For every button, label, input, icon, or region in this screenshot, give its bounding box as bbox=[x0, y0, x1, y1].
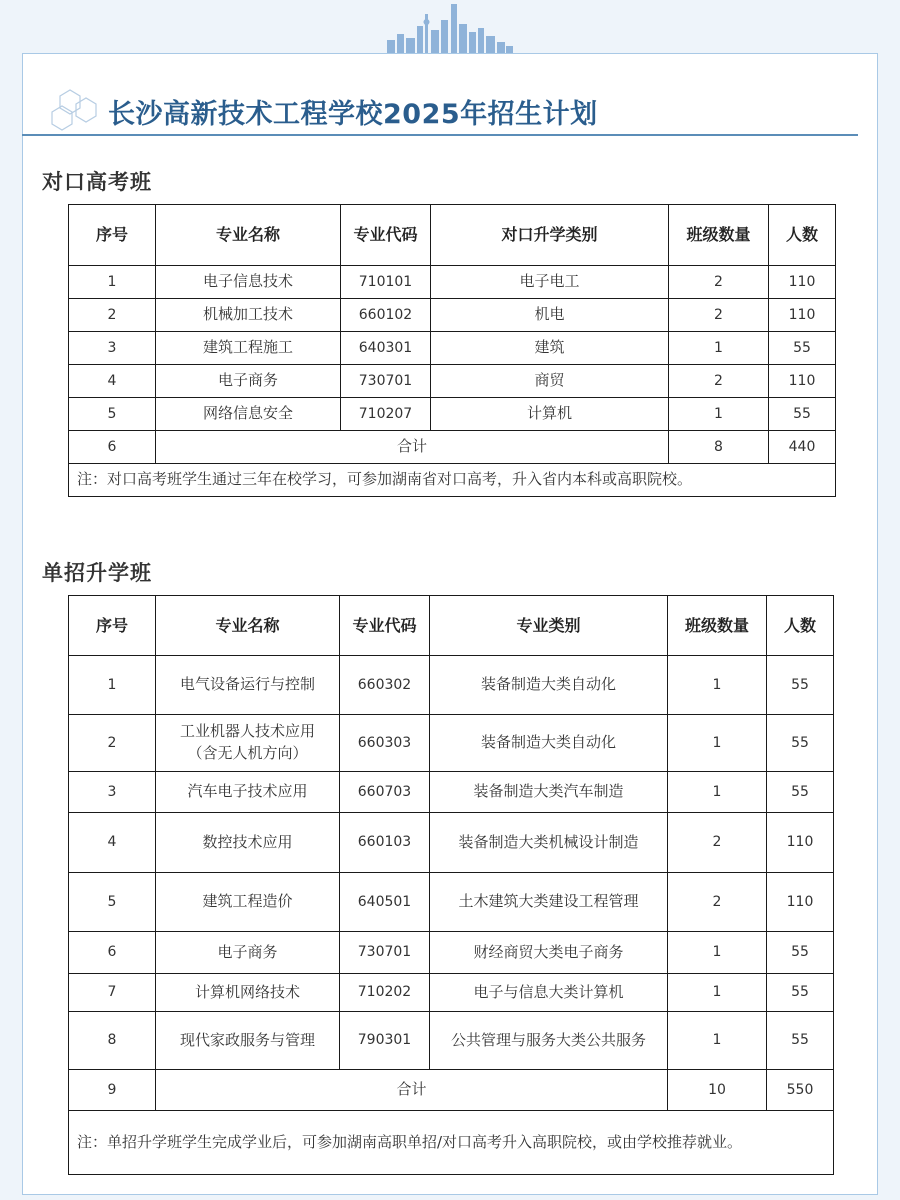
header-cell: 专业名称 bbox=[156, 205, 341, 266]
people-count: 110 bbox=[769, 365, 836, 398]
duikou-plan-table bbox=[68, 204, 836, 497]
row-number: 5 bbox=[69, 873, 156, 932]
class-count: 1 bbox=[668, 715, 767, 772]
row-number: 7 bbox=[69, 974, 156, 1012]
hexagon-decoration-icon bbox=[46, 88, 102, 132]
people-count: 110 bbox=[767, 813, 834, 873]
table-header-row bbox=[69, 205, 836, 266]
class-count: 1 bbox=[668, 1012, 767, 1070]
class-count: 2 bbox=[669, 299, 769, 332]
major-code: 710207 bbox=[341, 398, 431, 431]
major-name: 计算机网络技术 bbox=[156, 974, 340, 1012]
table-row bbox=[69, 974, 834, 1012]
total-class-count: 8 bbox=[669, 431, 769, 464]
major-code: 660103 bbox=[340, 813, 430, 873]
major-name: 工业机器人技术应用 bbox=[179, 722, 315, 741]
row-number: 6 bbox=[69, 932, 156, 974]
row-number: 3 bbox=[69, 772, 156, 813]
row-number: 5 bbox=[69, 398, 156, 431]
table-row bbox=[69, 813, 834, 873]
major-name: 电气设备运行与控制 bbox=[156, 656, 340, 715]
major-category: 计算机 bbox=[431, 398, 669, 431]
row-number: 2 bbox=[69, 715, 156, 772]
class-count: 1 bbox=[668, 974, 767, 1012]
people-count: 55 bbox=[769, 398, 836, 431]
people-count: 55 bbox=[767, 715, 834, 772]
table-row bbox=[69, 873, 834, 932]
header-cell: 班级数量 bbox=[669, 205, 769, 266]
people-count: 110 bbox=[767, 873, 834, 932]
class-count: 2 bbox=[669, 266, 769, 299]
header-cell: 人数 bbox=[767, 596, 834, 656]
header-cell: 专业名称 bbox=[156, 596, 340, 656]
row-number: 4 bbox=[69, 365, 156, 398]
major-category: 财经商贸大类电子商务 bbox=[430, 932, 668, 974]
section-title-duikou: 对口高考班 bbox=[42, 170, 152, 194]
class-count: 1 bbox=[668, 656, 767, 715]
class-count: 1 bbox=[669, 332, 769, 365]
total-row bbox=[69, 1070, 834, 1111]
people-count: 55 bbox=[767, 1012, 834, 1070]
total-label: 合计 bbox=[156, 431, 669, 464]
total-row bbox=[69, 431, 836, 464]
major-name: 现代家政服务与管理 bbox=[156, 1012, 340, 1070]
major-category: 装备制造大类机械设计制造 bbox=[430, 813, 668, 873]
total-people-count: 550 bbox=[767, 1070, 834, 1111]
header-cell: 人数 bbox=[769, 205, 836, 266]
major-code: 640301 bbox=[341, 332, 431, 365]
major-code: 730701 bbox=[340, 932, 430, 974]
people-count: 55 bbox=[767, 974, 834, 1012]
row-number: 3 bbox=[69, 332, 156, 365]
table-row bbox=[69, 398, 836, 431]
people-count: 55 bbox=[769, 332, 836, 365]
header-cell: 专业代码 bbox=[340, 596, 430, 656]
row-number: 4 bbox=[69, 813, 156, 873]
table-header-row bbox=[69, 596, 834, 656]
class-count: 1 bbox=[669, 398, 769, 431]
title-bar bbox=[22, 86, 858, 136]
header-cell: 专业类别 bbox=[430, 596, 668, 656]
table-row bbox=[69, 932, 834, 974]
city-skyline-illustration bbox=[385, 0, 515, 56]
major-name: 电子商务 bbox=[156, 365, 341, 398]
major-name: 电子信息技术 bbox=[156, 266, 341, 299]
table-note: 注：对口高考班学生通过三年在校学习，可参加湖南省对口高考，升入省内本科或高职院校。 bbox=[69, 464, 836, 497]
row-number: 1 bbox=[69, 656, 156, 715]
table-row bbox=[69, 656, 834, 715]
page-title: 长沙高新技术工程学校2025年招生计划 bbox=[108, 99, 598, 130]
major-code: 710202 bbox=[340, 974, 430, 1012]
total-class-count: 10 bbox=[668, 1070, 767, 1111]
major-name: 机械加工技术 bbox=[156, 299, 341, 332]
major-category: 电子与信息大类计算机 bbox=[430, 974, 668, 1012]
row-number: 9 bbox=[69, 1070, 156, 1111]
major-code: 660102 bbox=[341, 299, 431, 332]
row-number: 6 bbox=[69, 431, 156, 464]
table-row bbox=[69, 266, 836, 299]
note-row bbox=[69, 464, 836, 497]
header-cell: 专业代码 bbox=[341, 205, 431, 266]
people-count: 110 bbox=[769, 266, 836, 299]
major-name-note: （含无人机方向） bbox=[187, 744, 308, 762]
table-row bbox=[69, 1012, 834, 1070]
table-row bbox=[69, 332, 836, 365]
note-row bbox=[69, 1111, 834, 1175]
table-row bbox=[69, 772, 834, 813]
header-cell: 序号 bbox=[69, 205, 156, 266]
row-number: 8 bbox=[69, 1012, 156, 1070]
major-name-cell bbox=[156, 715, 340, 772]
row-number: 2 bbox=[69, 299, 156, 332]
header-cell: 对口升学类别 bbox=[431, 205, 669, 266]
major-name: 网络信息安全 bbox=[156, 398, 341, 431]
header-cell: 班级数量 bbox=[668, 596, 767, 656]
total-label: 合计 bbox=[156, 1070, 668, 1111]
table-row bbox=[69, 715, 834, 772]
major-category: 电子电工 bbox=[431, 266, 669, 299]
major-code: 660303 bbox=[340, 715, 430, 772]
people-count: 55 bbox=[767, 656, 834, 715]
header-cell: 序号 bbox=[69, 596, 156, 656]
class-count: 1 bbox=[668, 932, 767, 974]
people-count: 55 bbox=[767, 772, 834, 813]
row-number: 1 bbox=[69, 266, 156, 299]
class-count: 2 bbox=[668, 813, 767, 873]
major-code: 710101 bbox=[341, 266, 431, 299]
major-name: 建筑工程造价 bbox=[156, 873, 340, 932]
major-category: 装备制造大类自动化 bbox=[430, 715, 668, 772]
class-count: 2 bbox=[668, 873, 767, 932]
table-note: 注：单招升学班学生完成学业后，可参加湖南高职单招/对口高考升入高职院校，或由学校推荐就业。 bbox=[69, 1111, 834, 1175]
major-name: 建筑工程施工 bbox=[156, 332, 341, 365]
major-code: 660302 bbox=[340, 656, 430, 715]
major-code: 730701 bbox=[341, 365, 431, 398]
danzhao-plan-table bbox=[68, 595, 834, 1175]
major-category: 公共管理与服务大类公共服务 bbox=[430, 1012, 668, 1070]
class-count: 2 bbox=[669, 365, 769, 398]
major-code: 660703 bbox=[340, 772, 430, 813]
people-count: 55 bbox=[767, 932, 834, 974]
class-count: 1 bbox=[668, 772, 767, 813]
major-category: 商贸 bbox=[431, 365, 669, 398]
total-people-count: 440 bbox=[769, 431, 836, 464]
major-category: 机电 bbox=[431, 299, 669, 332]
table-row bbox=[69, 299, 836, 332]
people-count: 110 bbox=[769, 299, 836, 332]
major-category: 装备制造大类汽车制造 bbox=[430, 772, 668, 813]
major-code: 640501 bbox=[340, 873, 430, 932]
section-title-danzhao: 单招升学班 bbox=[42, 561, 152, 585]
major-category: 土木建筑大类建设工程管理 bbox=[430, 873, 668, 932]
major-category: 装备制造大类自动化 bbox=[430, 656, 668, 715]
major-name: 数控技术应用 bbox=[156, 813, 340, 873]
major-name: 汽车电子技术应用 bbox=[156, 772, 340, 813]
major-code: 790301 bbox=[340, 1012, 430, 1070]
major-name: 电子商务 bbox=[156, 932, 340, 974]
table-row bbox=[69, 365, 836, 398]
major-category: 建筑 bbox=[431, 332, 669, 365]
